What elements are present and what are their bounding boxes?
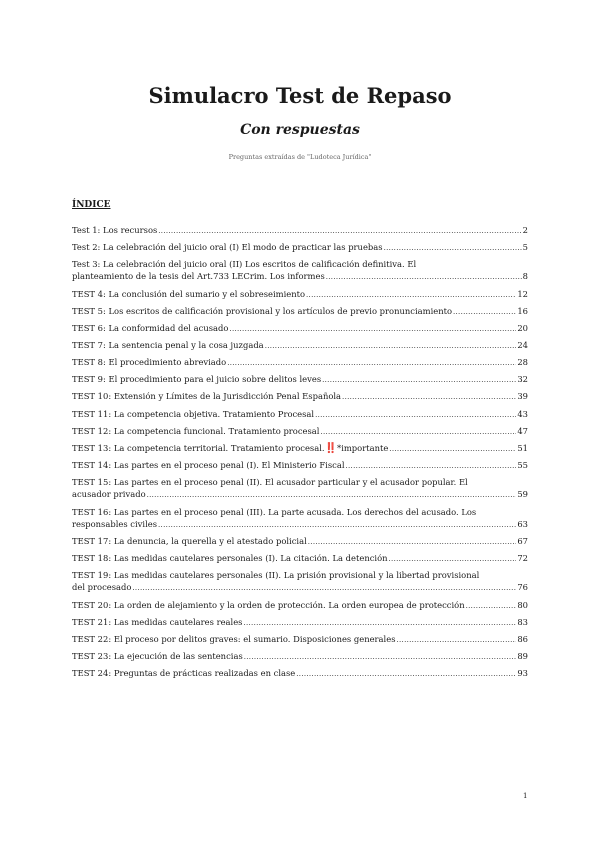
document-subtitle: Con respuestas bbox=[240, 122, 360, 138]
toc-leader-dots bbox=[132, 582, 516, 594]
toc-entry-page: 80 bbox=[517, 599, 528, 610]
toc-leader-dots bbox=[315, 409, 516, 421]
toc-heading: ÍNDICE bbox=[72, 200, 111, 210]
toc-entry-text: TEST 12: La competencia funcional. Tratamiento procesal bbox=[72, 425, 320, 436]
toc-leader-dots bbox=[384, 242, 522, 254]
toc-entry[interactable] bbox=[72, 258, 528, 283]
toc-entry-text: TEST 17: La denuncia, la querella y el atestado policial bbox=[72, 536, 307, 547]
toc-leader-dots bbox=[265, 340, 517, 352]
toc-entry-text: acusador privado bbox=[72, 488, 146, 499]
document-title: Simulacro Test de Repaso bbox=[148, 83, 452, 108]
toc-entry[interactable] bbox=[72, 356, 528, 369]
toc-entry-page: 63 bbox=[517, 518, 528, 529]
toc-leader-dots bbox=[326, 271, 522, 283]
toc-leader-dots bbox=[158, 519, 516, 531]
toc-entry-text: TEST 7: La sentencia penal y la cosa juzgada bbox=[72, 340, 264, 351]
toc-entry-page: 16 bbox=[517, 305, 528, 316]
toc-leader-dots bbox=[308, 536, 517, 548]
toc-entry-text: TEST 20: La orden de alejamiento y la orden de protección. La orden europea de protección bbox=[72, 599, 465, 610]
toc-entry-text: TEST 6: La conformidad del acusado bbox=[72, 323, 229, 333]
toc-entry-text: TEST 24: Preguntas de prácticas realizadas en clase bbox=[72, 668, 296, 679]
toc-entry-text: TEST 4: La conclusión del sumario y el sobreseimiento bbox=[72, 288, 306, 299]
toc-entry-text-line1: TEST 16: Las partes en el proceso penal (III). La parte acusada. Los derechos del acusado. Los bbox=[72, 506, 477, 517]
toc-leader-dots bbox=[296, 668, 516, 680]
toc-entry-text: responsables civiles bbox=[72, 518, 158, 529]
toc-entry[interactable] bbox=[72, 425, 528, 438]
toc-entry-page: 59 bbox=[517, 488, 528, 499]
toc-leader-dots bbox=[244, 651, 517, 663]
toc-leader-dots bbox=[243, 617, 516, 629]
toc-entry[interactable] bbox=[72, 339, 528, 352]
toc-entry[interactable] bbox=[72, 650, 528, 663]
toc-leader-dots bbox=[306, 289, 516, 301]
toc-entry-text: del procesado bbox=[72, 582, 132, 593]
toc-leader-dots bbox=[322, 374, 516, 386]
toc-entry-page: 39 bbox=[517, 391, 528, 402]
toc-leader-dots bbox=[346, 460, 517, 472]
toc-entry[interactable] bbox=[72, 459, 528, 472]
toc-entry-page: 20 bbox=[517, 323, 528, 333]
toc-entry-page: 67 bbox=[517, 536, 528, 547]
toc-entry-text: Test 1: Los recursos bbox=[72, 225, 158, 235]
toc-entry[interactable] bbox=[72, 667, 528, 680]
toc-entry-page: 83 bbox=[517, 617, 528, 627]
toc-entry[interactable] bbox=[72, 442, 528, 455]
toc-entry[interactable] bbox=[72, 569, 528, 594]
toc-entry[interactable] bbox=[72, 288, 528, 301]
toc-entry-text: TEST 18: Las medidas cautelares personales (I). La citación. La detención bbox=[72, 553, 388, 564]
toc-leader-dots bbox=[466, 600, 517, 612]
toc-entry-text: TEST 23: La ejecución de las sentencias bbox=[72, 651, 243, 662]
page-number: 1 bbox=[523, 792, 528, 800]
toc-entry[interactable] bbox=[72, 390, 528, 403]
toc-entry[interactable] bbox=[72, 241, 528, 254]
toc-entry-text: TEST 21: Las medidas cautelares reales bbox=[72, 617, 243, 627]
toc-entry[interactable] bbox=[72, 633, 528, 646]
toc-entry-text: TEST 9: El procedimiento para el juicio sobre delitos leves bbox=[72, 374, 322, 385]
toc-leader-dots bbox=[147, 489, 517, 501]
toc-entry-text: TEST 22: El proceso por delitos graves: el sumario. Disposiciones generales bbox=[72, 634, 396, 645]
toc-entry[interactable] bbox=[72, 535, 528, 548]
toc-entry-page: 5 bbox=[522, 242, 528, 253]
toc-entry[interactable] bbox=[72, 476, 528, 501]
toc-entry-page: 76 bbox=[517, 582, 528, 593]
toc-entry-text: Test 2: La celebración del juicio oral (I) El modo de practicar las pruebas bbox=[72, 242, 383, 253]
toc-entry-text: TEST 8: El procedimiento abreviado bbox=[72, 357, 227, 368]
toc-entry-page: 93 bbox=[517, 668, 528, 679]
toc-entry[interactable] bbox=[72, 408, 528, 421]
double-exclamation-icon: ‼️ bbox=[324, 442, 337, 454]
toc-leader-dots bbox=[227, 357, 516, 369]
toc-entry[interactable] bbox=[72, 224, 528, 237]
toc-entry-text: TEST 10: Extensión y Límites de la Jurisdicción Penal Española bbox=[72, 391, 342, 402]
toc-entry-page: 24 bbox=[517, 340, 528, 351]
toc-entry-page: 55 bbox=[517, 459, 528, 470]
toc-entry[interactable] bbox=[72, 552, 528, 565]
toc-entry-page: 28 bbox=[517, 357, 528, 368]
toc-leader-dots bbox=[158, 225, 521, 237]
toc-entry-text-line1: TEST 19: Las medidas cautelares personales (II). La prisión provisional y la libertad provisional bbox=[72, 570, 480, 581]
toc-entry-page: 32 bbox=[517, 374, 528, 385]
toc-entry-text: TEST 11: La competencia objetiva. Tratamiento Procesal bbox=[72, 408, 315, 419]
toc-leader-dots bbox=[453, 306, 516, 318]
toc-leader-dots bbox=[342, 391, 516, 403]
toc-leader-dots bbox=[397, 634, 517, 646]
toc-entry-page: 86 bbox=[517, 634, 528, 645]
toc-entry-text: TEST 13: La competencia territorial. Tratamiento procesal. bbox=[72, 442, 325, 453]
toc-leader-dots bbox=[389, 443, 516, 455]
toc-entry-page: 2 bbox=[522, 225, 528, 235]
toc-entry-page: 89 bbox=[517, 651, 528, 662]
toc-entry[interactable] bbox=[72, 506, 528, 531]
toc-entry-text: planteamiento de la tesis del Art.733 LECrim. Los informes bbox=[72, 271, 325, 282]
toc-entry-note: *importante bbox=[337, 442, 389, 453]
source-note: Preguntas extraídas de "Ludoteca Jurídica" bbox=[228, 153, 372, 161]
toc-entry-text-line1: TEST 15: Las partes en el proceso penal (II). El acusador particular y el acusador popular. El bbox=[72, 476, 468, 487]
toc-entry-text-line1: Test 3: La celebración del juicio oral (II) Los escritos de calificación definitiva. El bbox=[72, 259, 417, 270]
toc-entry[interactable] bbox=[72, 322, 528, 335]
toc-entry-page: 43 bbox=[517, 408, 528, 419]
toc-entry[interactable] bbox=[72, 305, 528, 318]
toc-entry-text: TEST 5: Los escritos de calificación provisional y los artículos de previo pronunciamiento bbox=[72, 305, 452, 316]
toc-entry[interactable] bbox=[72, 599, 528, 612]
toc-entry-page: 72 bbox=[517, 553, 528, 564]
toc-entry[interactable] bbox=[72, 616, 528, 629]
toc-leader-dots bbox=[389, 553, 517, 565]
toc-entry-page: 8 bbox=[522, 271, 528, 282]
toc-entry[interactable] bbox=[72, 373, 528, 386]
toc-leader-dots bbox=[229, 323, 516, 335]
toc-entry-page: 51 bbox=[517, 442, 528, 453]
toc-entry-page: 47 bbox=[517, 425, 528, 436]
toc-entry-page: 12 bbox=[517, 288, 528, 299]
toc-entry-text: TEST 14: Las partes en el proceso penal (I). El Ministerio Fiscal bbox=[72, 459, 345, 470]
toc-leader-dots bbox=[320, 426, 516, 438]
